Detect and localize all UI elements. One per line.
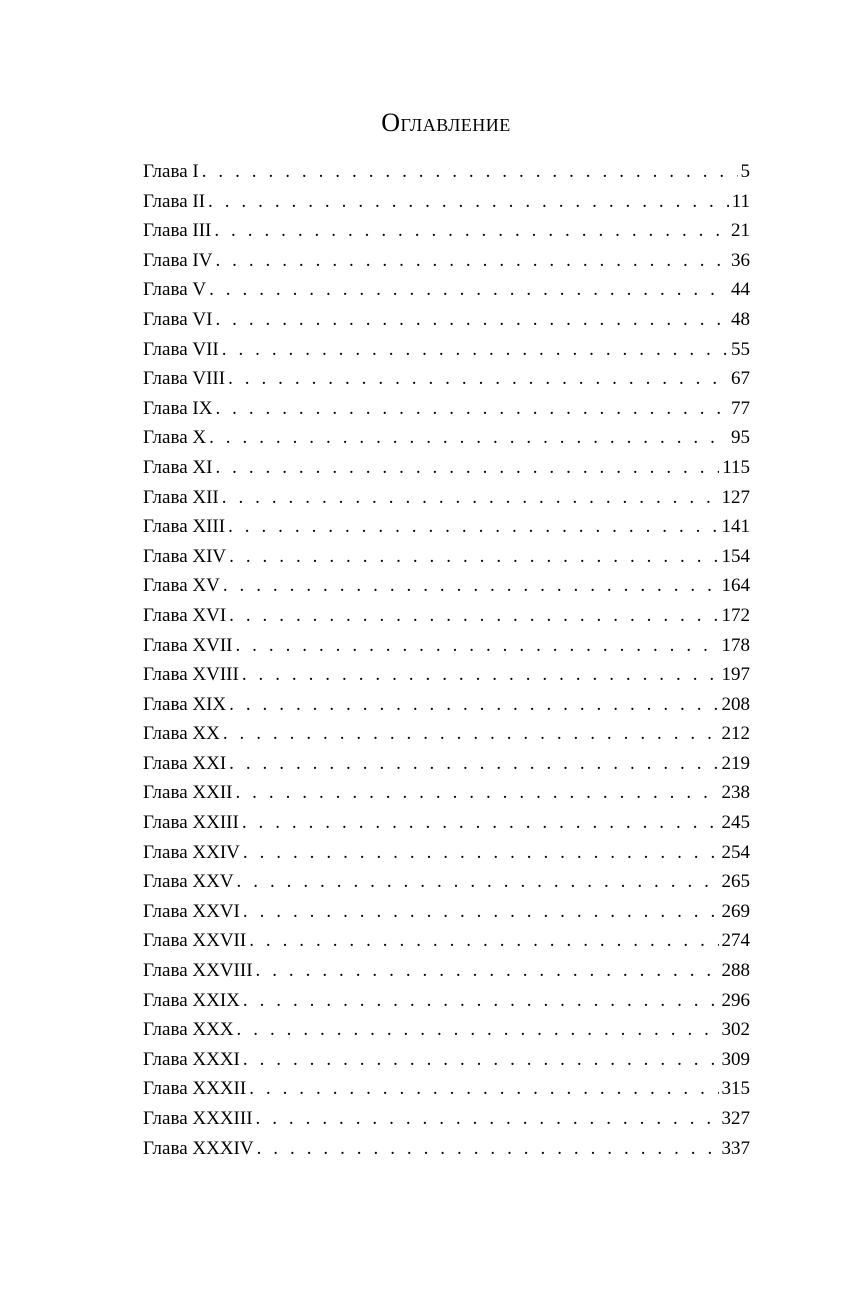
page-number: 212 <box>721 723 750 745</box>
dot-leader <box>235 778 718 808</box>
page-number: 265 <box>721 871 750 893</box>
chapter-title: Глава II <box>143 190 206 212</box>
page-number: 238 <box>721 782 750 804</box>
chapter-title: Глава XV <box>143 575 220 597</box>
page-number: 208 <box>721 693 750 715</box>
dot-leader <box>229 749 718 779</box>
dot-leader <box>214 216 728 246</box>
dot-leader <box>223 719 719 749</box>
chapter-title: Глава X <box>143 427 207 449</box>
dot-leader <box>242 808 719 838</box>
page-number: 309 <box>721 1048 750 1070</box>
toc-entry <box>143 1015 750 1045</box>
chapter-title: Глава XXVI <box>143 900 240 922</box>
chapter-title: Глава IV <box>143 249 213 271</box>
chapter-title: Глава XXXII <box>143 1078 247 1100</box>
toc-entry <box>143 542 750 572</box>
dot-leader <box>243 1045 719 1075</box>
page-number: 172 <box>721 604 750 626</box>
page-number: 254 <box>721 841 750 863</box>
dot-leader <box>256 1104 719 1134</box>
page-number: 274 <box>721 930 750 952</box>
dot-leader <box>215 246 728 276</box>
chapter-title: Глава XXV <box>143 871 234 893</box>
page-number: 77 <box>731 397 750 419</box>
chapter-title: Глава XIII <box>143 516 226 538</box>
chapter-title: Глава XX <box>143 723 220 745</box>
page-number: 296 <box>721 989 750 1011</box>
page-number: 219 <box>721 752 750 774</box>
dot-leader <box>208 187 729 217</box>
dot-leader <box>215 305 728 335</box>
dot-leader <box>228 512 718 542</box>
page-number: 36 <box>731 249 750 271</box>
toc-entry <box>143 778 750 808</box>
toc-entry <box>143 1134 750 1164</box>
dot-leader <box>202 157 738 187</box>
page-number: 245 <box>721 812 750 834</box>
dot-leader <box>256 956 719 986</box>
page-number: 127 <box>721 486 750 508</box>
toc-entry <box>143 364 750 394</box>
page-number: 154 <box>721 545 750 567</box>
page-number: 288 <box>721 960 750 982</box>
dot-leader <box>215 453 719 483</box>
toc-entry <box>143 867 750 897</box>
dot-leader <box>209 275 728 305</box>
chapter-title: Глава XXI <box>143 752 227 774</box>
chapter-title: Глава V <box>143 279 207 301</box>
page-number: 302 <box>721 1019 750 1041</box>
chapter-title: Глава XXIII <box>143 812 239 834</box>
toc-entry <box>143 512 750 542</box>
toc-entry <box>143 660 750 690</box>
toc-entry <box>143 808 750 838</box>
chapter-title: Глава XXIX <box>143 989 240 1011</box>
page-number: 141 <box>721 516 750 538</box>
toc-entry <box>143 719 750 749</box>
chapter-title: Глава XXVII <box>143 930 247 952</box>
dot-leader <box>243 897 719 927</box>
dot-leader <box>242 660 719 690</box>
page-number: 21 <box>731 220 750 242</box>
toc-entry <box>143 601 750 631</box>
dot-leader <box>249 1074 718 1104</box>
toc-entry <box>143 1045 750 1075</box>
dot-leader <box>257 1134 719 1164</box>
toc-entry <box>143 394 750 424</box>
toc-entry <box>143 690 750 720</box>
chapter-title: Глава XXIV <box>143 841 240 863</box>
dot-leader <box>209 423 728 453</box>
page-number: 5 <box>740 161 750 182</box>
toc-entry <box>143 631 750 661</box>
toc-entry <box>143 187 750 217</box>
page-number: 55 <box>731 338 750 360</box>
page-number: 269 <box>721 900 750 922</box>
page-title: Оглавление <box>381 108 511 137</box>
chapter-title: Глава XVII <box>143 634 233 656</box>
dot-leader <box>222 483 719 513</box>
toc-entry <box>143 423 750 453</box>
chapter-title: Глава XVI <box>143 604 227 626</box>
chapter-title: Глава III <box>143 220 212 242</box>
toc-entry <box>143 956 750 986</box>
chapter-title: Глава VII <box>143 338 219 360</box>
dot-leader <box>229 542 718 572</box>
page-number: 67 <box>731 368 750 390</box>
toc-entry <box>143 483 750 513</box>
page-number: 48 <box>731 308 750 330</box>
chapter-title: Глава XXXI <box>143 1048 240 1070</box>
chapter-title: Глава XIV <box>143 545 227 567</box>
page-number: 164 <box>721 575 750 597</box>
dot-leader <box>237 867 719 897</box>
toc-entry <box>143 305 750 335</box>
dot-leader <box>243 838 719 868</box>
page-number: 44 <box>731 279 750 301</box>
page-number: 11 <box>731 190 750 212</box>
dot-leader <box>249 926 718 956</box>
toc-entry <box>143 216 750 246</box>
dot-leader <box>237 1015 719 1045</box>
chapter-title: Глава XXXIV <box>143 1137 254 1159</box>
dot-leader <box>229 601 718 631</box>
toc-entry <box>143 897 750 927</box>
chapter-title: Глава XIX <box>143 693 227 715</box>
toc-entry <box>143 246 750 276</box>
page-number: 178 <box>721 634 750 656</box>
dot-leader <box>222 335 728 365</box>
toc-entry <box>143 453 750 483</box>
toc-entry <box>143 335 750 365</box>
dot-leader <box>243 986 719 1016</box>
chapter-title: Глава IX <box>143 397 213 419</box>
toc-entry <box>143 986 750 1016</box>
toc-entry <box>143 1104 750 1134</box>
chapter-title: Глава I <box>143 161 199 182</box>
dot-leader <box>228 364 728 394</box>
toc-entry <box>143 838 750 868</box>
chapter-title: Глава XXXIII <box>143 1108 253 1129</box>
dot-leader <box>223 571 719 601</box>
toc-entry <box>143 275 750 305</box>
page-number: 115 <box>722 456 750 478</box>
chapter-title: Глава XXII <box>143 782 233 804</box>
toc-entry <box>143 926 750 956</box>
dot-leader <box>215 394 728 424</box>
toc-entry <box>143 1074 750 1104</box>
page-number: 95 <box>731 427 750 449</box>
chapter-title: Глава VI <box>143 308 213 330</box>
chapter-title: Глава XI <box>143 456 213 478</box>
chapter-title: Глава XXX <box>143 1019 234 1041</box>
table-of-contents <box>143 157 750 1163</box>
chapter-title: Глава VIII <box>143 368 226 390</box>
toc-entry <box>143 157 750 187</box>
page-number: 327 <box>721 1108 750 1129</box>
page-number: 315 <box>721 1078 750 1100</box>
dot-leader <box>235 631 718 661</box>
page-number: 337 <box>721 1137 750 1159</box>
chapter-title: Глава XII <box>143 486 219 508</box>
toc-entry <box>143 571 750 601</box>
page-number: 197 <box>721 664 750 686</box>
toc-entry <box>143 749 750 779</box>
chapter-title: Глава XXVIII <box>143 960 253 982</box>
chapter-title: Глава XVIII <box>143 664 239 686</box>
dot-leader <box>229 690 718 720</box>
